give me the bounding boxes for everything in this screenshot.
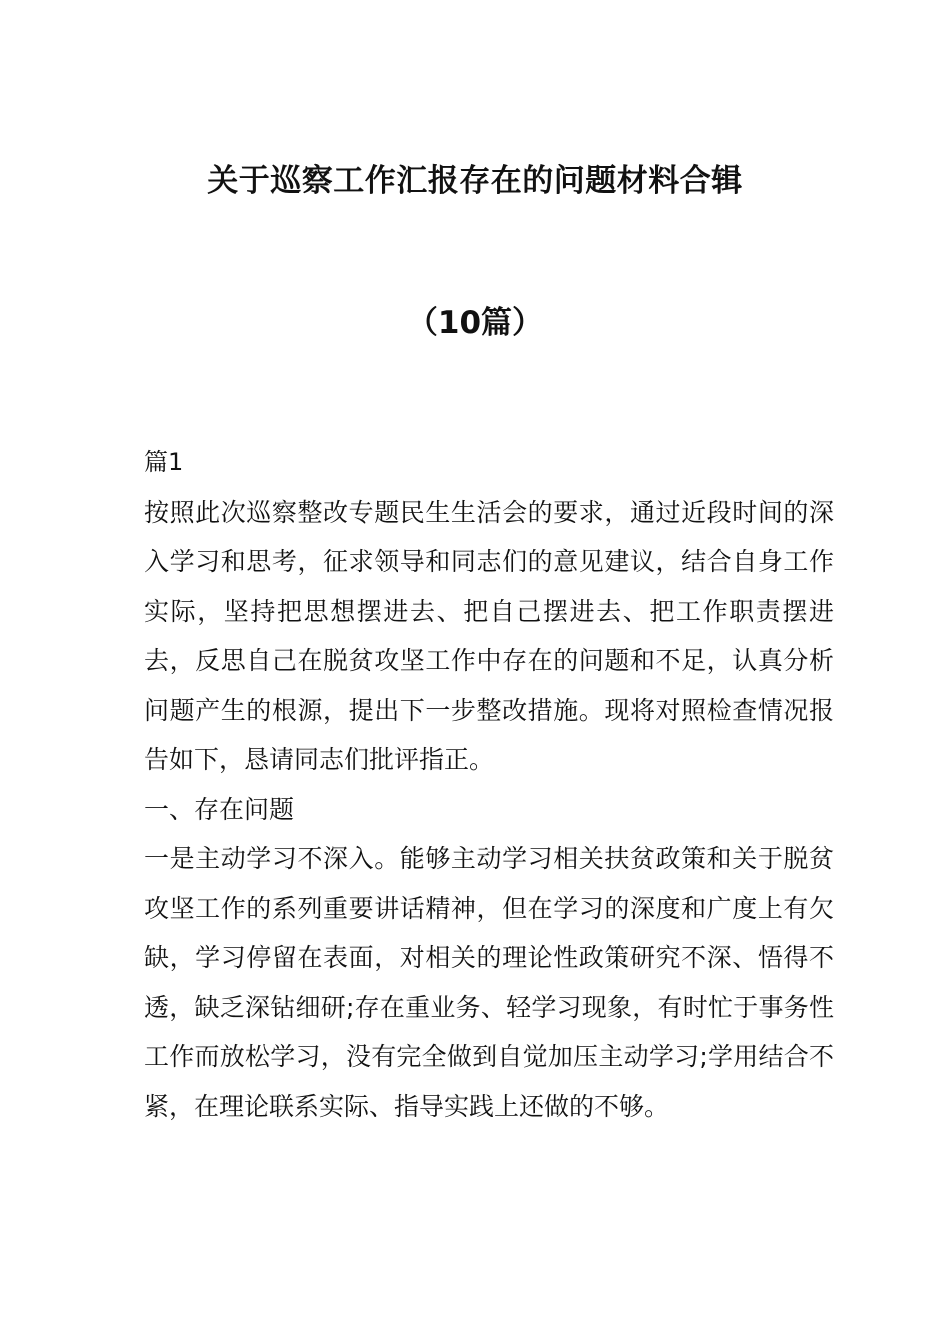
document-subtitle: （10篇）	[406, 305, 544, 341]
document-body	[144, 438, 834, 1131]
problem-paragraph: 一是主动学习不深入。能够主动学习相关扶贫政策和关于脱贫攻坚工作的系列重要讲话精神，但在学习的深度和广度上有欠缺，学习停留在表面，对相关的理论性政策研究不深、悟得不透，缺乏深钻细研;存在重业务、轻学习现象，有时忙于事务性工作而放松学习，没有完全做到自觉加压主动学习;学用结合不紧，在理论联系实际、指导实践上还做的不够。	[144, 844, 834, 1121]
chapter-label: 篇1	[144, 448, 184, 476]
intro-paragraph: 按照此次巡察整改专题民生生活会的要求，通过近段时间的深入学习和思考，征求领导和同志们的意见建议，结合自身工作实际，坚持把思想摆进去、把自己摆进去、把工作职责摆进去，反思自己在脱贫攻坚工作中存在的问题和不足，认真分析问题产生的根源，提出下一步整改措施。现将对照检查情况报告如下，恳请同志们批评指正。	[144, 497, 834, 774]
document-title: 关于巡察工作汇报存在的问题材料合辑	[207, 163, 743, 199]
section-heading: 一、存在问题	[144, 794, 295, 824]
